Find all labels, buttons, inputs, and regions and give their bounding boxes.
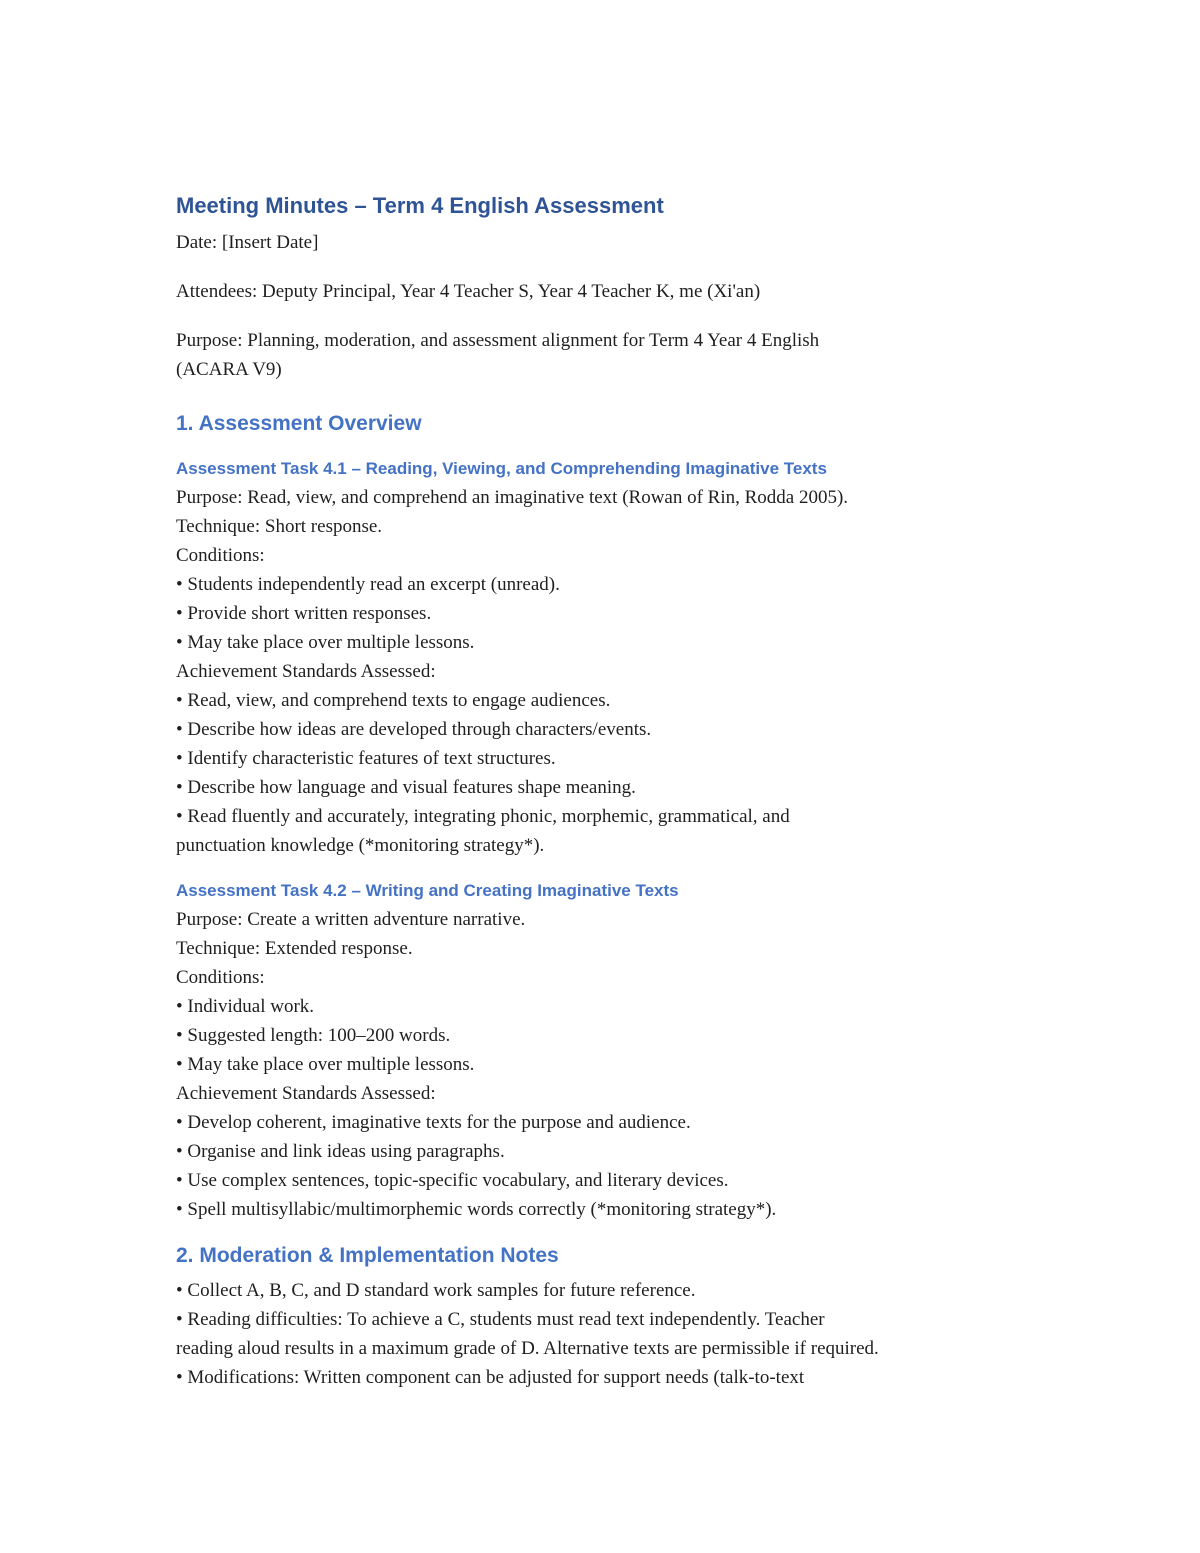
text-line: • Reading difficulties: To achieve a C, students must read text independently. Teacher [176, 1309, 825, 1330]
section-heading-assessment-overview: 1. Assessment Overview [176, 412, 422, 435]
text-line: • Collect A, B, C, and D standard work samples for future reference. [176, 1280, 696, 1301]
text-line: • May take place over multiple lessons. [176, 1054, 475, 1075]
text-line: • May take place over multiple lessons. [176, 632, 475, 653]
task-heading: Assessment Task 4.1 – Reading, Viewing, and Comprehending Imaginative Texts [176, 459, 827, 478]
document-page [176, 190, 1056, 1392]
purpose-paragraph [176, 326, 1056, 384]
text-line: Achievement Standards Assessed: [176, 1083, 436, 1104]
task-body [176, 483, 1056, 860]
text-line: • Provide short written responses. [176, 603, 432, 624]
task-body [176, 905, 1056, 1224]
text-line: Purpose: Read, view, and comprehend an imaginative text (Rowan of Rin, Rodda 2005). [176, 487, 849, 508]
text-line: • Use complex sentences, topic-specific vocabulary, and literary devices. [176, 1170, 729, 1191]
text-line: Conditions: [176, 967, 265, 988]
purpose-line: (ACARA V9) [176, 359, 282, 380]
text-line: • Describe how ideas are developed through characters/events. [176, 719, 652, 740]
text-line: • Develop coherent, imaginative texts for the purpose and audience. [176, 1112, 691, 1133]
text-line: • Read fluently and accurately, integrating phonic, morphemic, grammatical, and [176, 806, 790, 827]
assessment-task-4-2 [176, 876, 1056, 1224]
document-title: Meeting Minutes – Term 4 English Assessment [176, 193, 664, 218]
attendees-line: Attendees: Deputy Principal, Year 4 Teacher S, Year 4 Teacher K, me (Xi'an) [176, 281, 761, 302]
task-heading: Assessment Task 4.2 – Writing and Creating Imaginative Texts [176, 881, 679, 900]
text-line: punctuation knowledge (*monitoring strategy*). [176, 835, 545, 856]
purpose-line: Purpose: Planning, moderation, and assessment alignment for Term 4 Year 4 English [176, 330, 820, 351]
text-line: • Describe how language and visual features shape meaning. [176, 777, 636, 798]
text-line: • Spell multisyllabic/multimorphemic words correctly (*monitoring strategy*). [176, 1199, 777, 1220]
assessment-task-4-1 [176, 454, 1056, 860]
text-line: • Individual work. [176, 996, 315, 1017]
section-heading-moderation-notes: 2. Moderation & Implementation Notes [176, 1244, 559, 1267]
text-line: Technique: Short response. [176, 516, 383, 537]
moderation-notes-body [176, 1276, 1056, 1392]
text-line: • Suggested length: 100–200 words. [176, 1025, 451, 1046]
text-line: • Organise and link ideas using paragraphs. [176, 1141, 505, 1162]
text-line: • Read, view, and comprehend texts to engage audiences. [176, 690, 611, 711]
text-line: reading aloud results in a maximum grade of D. Alternative texts are permissible if required. [176, 1338, 879, 1359]
text-line: Technique: Extended response. [176, 938, 413, 959]
text-line: • Modifications: Written component can be adjusted for support needs (talk-to-text [176, 1367, 805, 1388]
text-line: Purpose: Create a written adventure narrative. [176, 909, 526, 930]
meeting-date: Date: [Insert Date] [176, 232, 319, 253]
text-line: • Identify characteristic features of text structures. [176, 748, 556, 769]
text-line: Achievement Standards Assessed: [176, 661, 436, 682]
text-line: • Students independently read an excerpt (unread). [176, 574, 560, 595]
text-line: Conditions: [176, 545, 265, 566]
